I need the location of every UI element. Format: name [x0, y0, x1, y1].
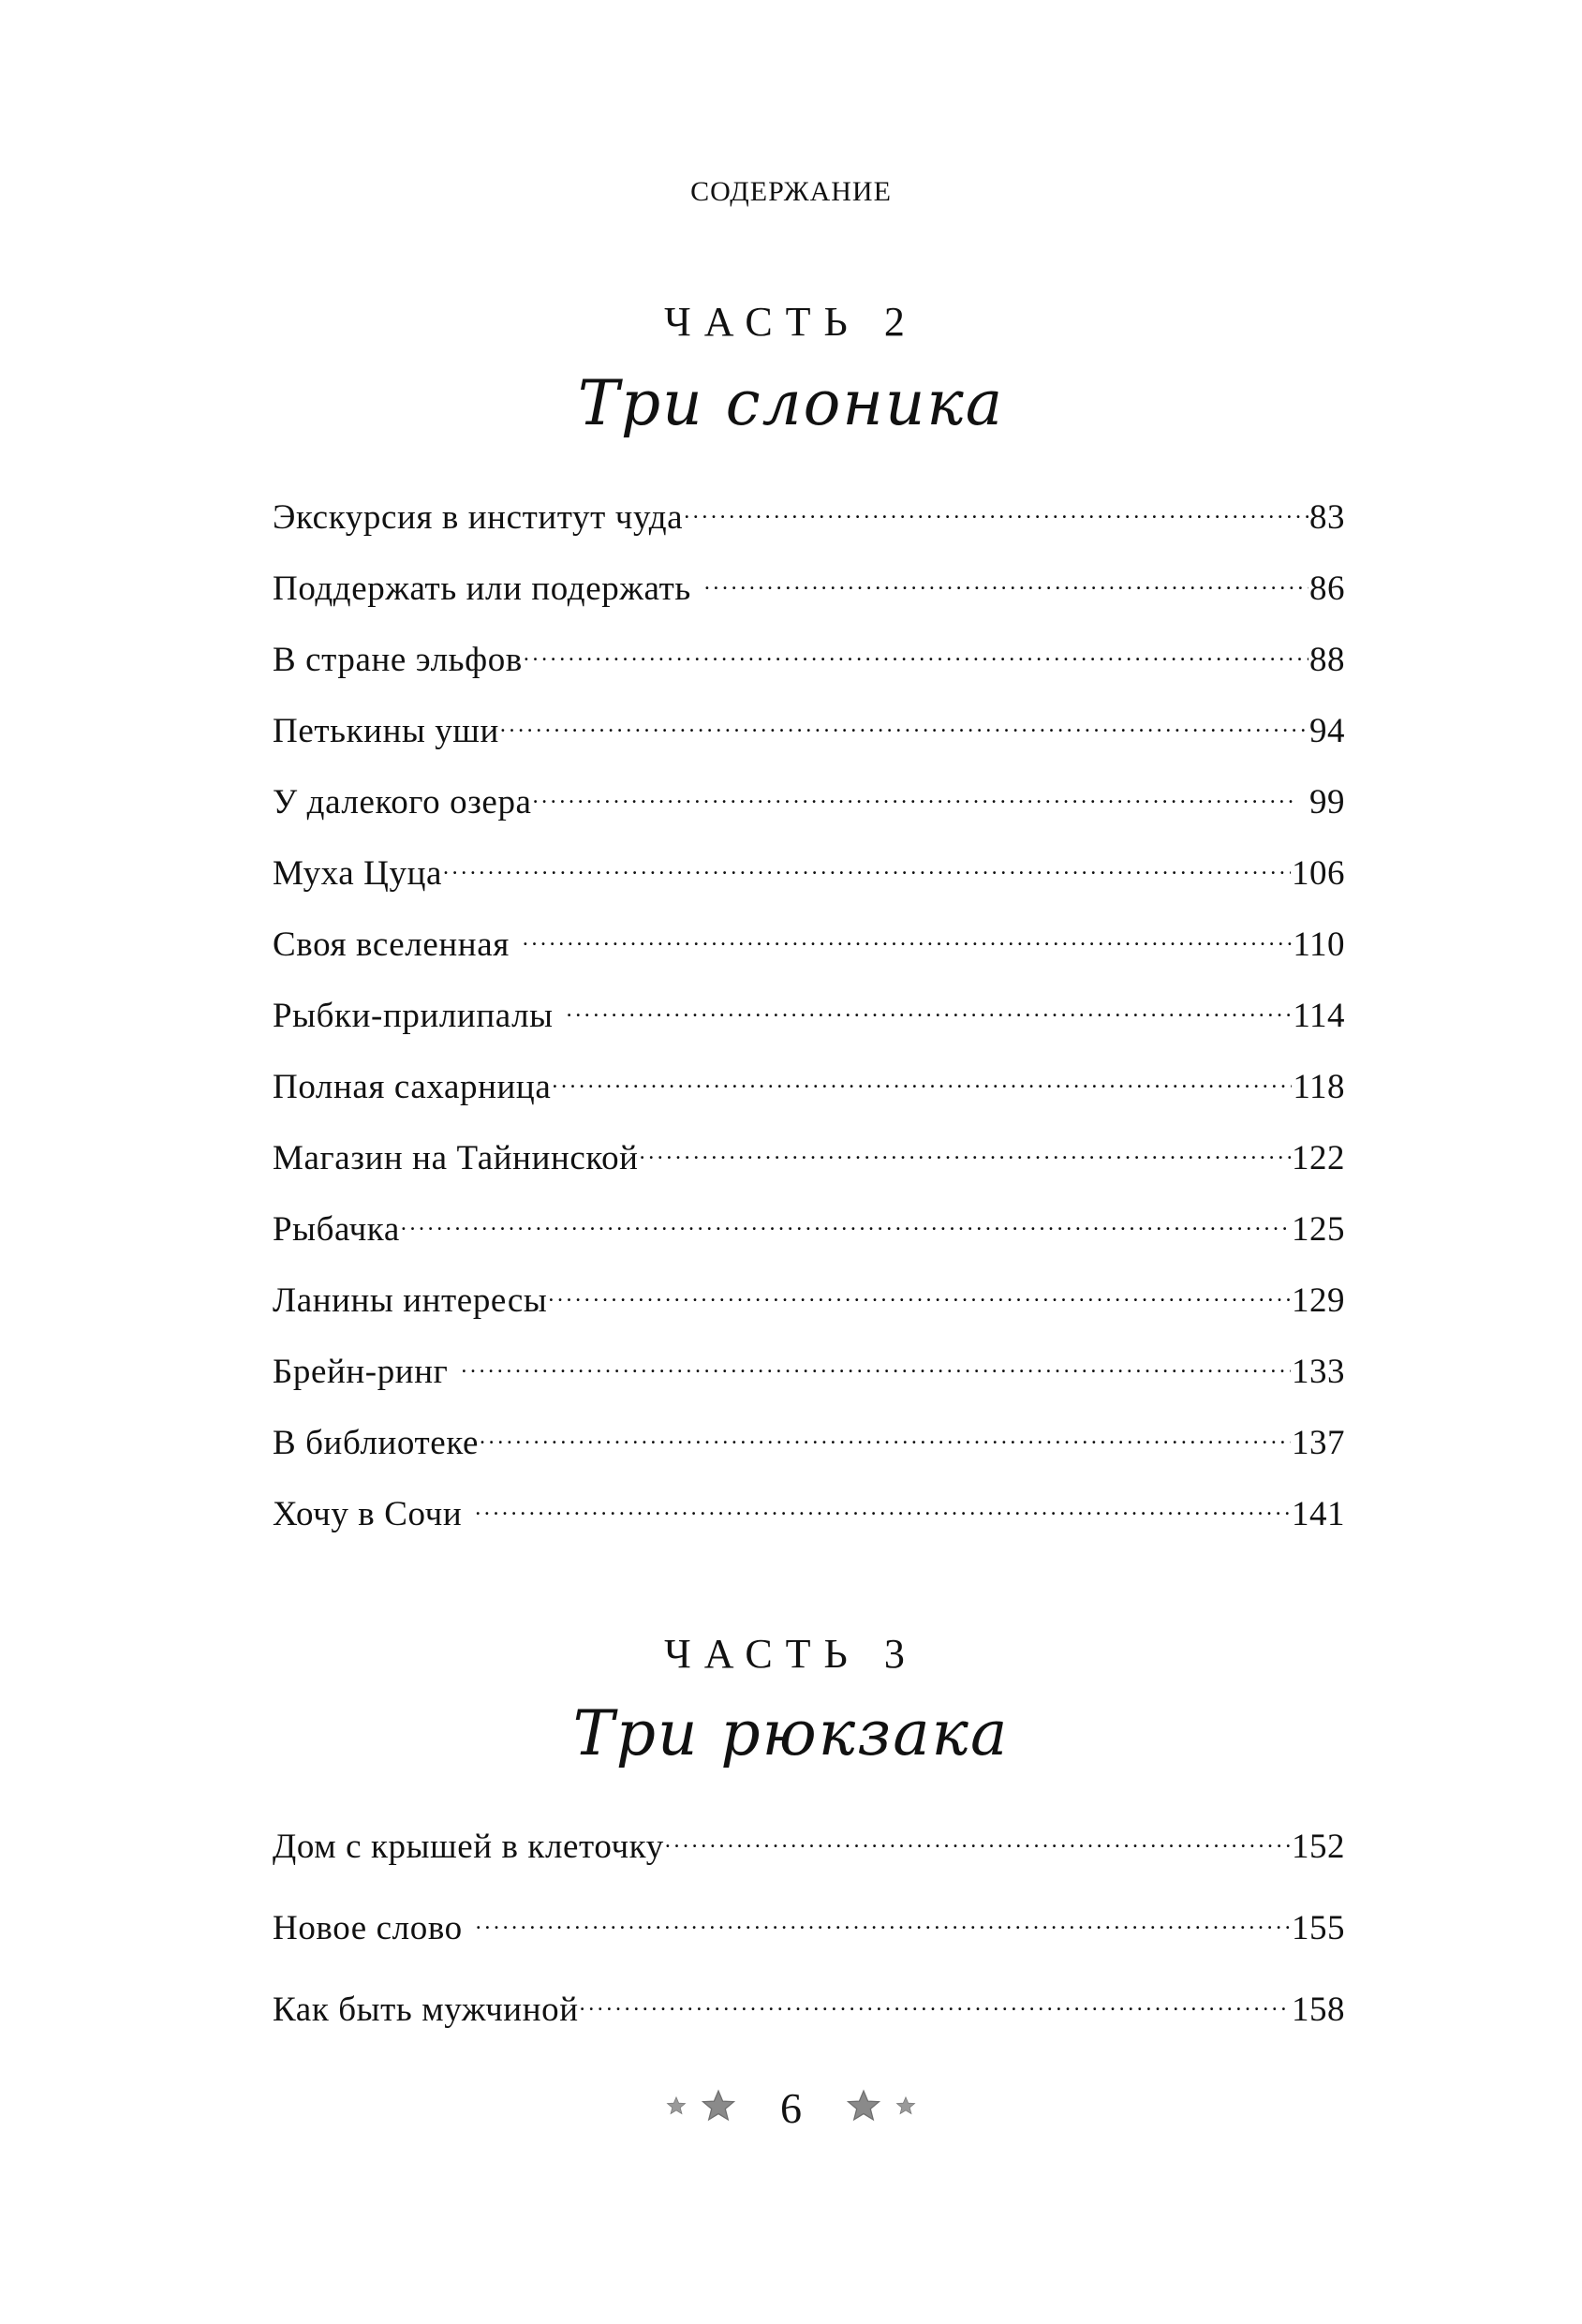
- toc-entry[interactable]: [273, 555, 1345, 608]
- star-icon: [666, 2095, 687, 2121]
- toc-entry[interactable]: [273, 1813, 1345, 1866]
- toc-entry-title: Рыбачка: [273, 1210, 400, 1249]
- dot-leader: [523, 910, 1293, 955]
- toc-entry-page: 88: [1309, 641, 1345, 679]
- toc-entry-page: 99: [1309, 783, 1345, 822]
- toc-entry-title: Рыбки-прилипалы: [273, 997, 554, 1035]
- dot-leader: [704, 555, 1308, 600]
- toc-entry-page: 133: [1292, 1353, 1345, 1391]
- part-2-title-text: Три слоника: [577, 367, 1005, 439]
- toc-entry-title: Экскурсия в институт чуда: [273, 498, 684, 537]
- star-icon: [895, 2095, 916, 2121]
- dot-leader: [461, 1338, 1291, 1383]
- dot-leader: [480, 1409, 1291, 1454]
- toc-entry[interactable]: [273, 1053, 1345, 1106]
- page-number: 6: [780, 2083, 802, 2132]
- dot-leader: [548, 1266, 1291, 1311]
- part-3-title-text: Три рюкзака: [572, 1697, 1010, 1769]
- toc-entry-page: 122: [1292, 1139, 1345, 1177]
- toc-entry[interactable]: [273, 1124, 1345, 1177]
- toc-entry[interactable]: [273, 839, 1345, 893]
- part-2-label: ЧАСТЬ 2: [664, 299, 918, 345]
- toc-entry-title: Поддержать или подержать: [273, 570, 691, 608]
- toc-entry[interactable]: [273, 1266, 1345, 1320]
- toc-entry-title: Новое слово: [273, 1909, 463, 1947]
- part-3-label: ЧАСТЬ 3: [664, 1631, 918, 1677]
- toc-entry-title: Ланины интересы: [273, 1281, 548, 1320]
- toc-entry-page: 106: [1292, 854, 1345, 893]
- dot-leader: [443, 839, 1291, 884]
- toc-entry-title: В библиотеке: [273, 1424, 480, 1462]
- dot-leader: [567, 982, 1293, 1027]
- toc-entry-title: В стране эльфов: [273, 641, 523, 679]
- toc-entry-title: Петькины уши: [273, 712, 499, 750]
- toc-entry[interactable]: [273, 626, 1345, 679]
- toc-entry-title: У далекого озера: [273, 783, 532, 822]
- toc-entry[interactable]: [273, 483, 1345, 537]
- toc-entry[interactable]: [273, 1894, 1345, 1947]
- page-footer: [0, 2080, 1582, 2136]
- dot-leader: [665, 1813, 1291, 1858]
- star-icon: [845, 2088, 882, 2128]
- toc-entry-page: 94: [1309, 712, 1345, 750]
- part-3-title: [0, 1697, 1582, 1769]
- toc-entry[interactable]: [273, 910, 1345, 964]
- dot-leader: [475, 1480, 1291, 1525]
- toc-entry-page: 114: [1293, 997, 1345, 1035]
- toc-entry-page: 118: [1293, 1068, 1345, 1106]
- dot-leader: [552, 1053, 1292, 1098]
- toc-entry[interactable]: [273, 768, 1345, 822]
- dot-leader: [640, 1124, 1291, 1169]
- toc-entry-page: 83: [1309, 498, 1345, 537]
- dot-leader: [533, 768, 1298, 813]
- toc-entry-page: 110: [1293, 925, 1345, 964]
- toc-entry-title: Магазин на Тайнинской: [273, 1139, 639, 1177]
- part-2-title: [0, 367, 1582, 439]
- toc-entry-title: Брейн-ринг: [273, 1353, 449, 1391]
- toc-entry-page: 141: [1292, 1495, 1345, 1533]
- toc-entry-title: Муха Цуца: [273, 854, 443, 893]
- toc-entry[interactable]: [273, 982, 1345, 1035]
- dot-leader: [580, 1976, 1291, 2021]
- toc-entry-page: 137: [1292, 1424, 1345, 1462]
- toc-entry-title: Дом с крышей в клеточку: [273, 1828, 664, 1866]
- toc-entry-title: Полная сахарница: [273, 1068, 552, 1106]
- toc-entry[interactable]: [273, 1976, 1345, 2029]
- toc-entry[interactable]: [273, 1195, 1345, 1249]
- dot-leader: [476, 1894, 1291, 1939]
- toc-entry-page: 86: [1309, 570, 1345, 608]
- toc-entry-page: 129: [1292, 1281, 1345, 1320]
- toc-entry-page: 155: [1292, 1909, 1345, 1947]
- toc-entry-title: Своя вселенная: [273, 925, 510, 964]
- toc-entry[interactable]: [273, 1409, 1345, 1462]
- dot-leader: [684, 483, 1308, 528]
- toc-entry[interactable]: [273, 1338, 1345, 1391]
- toc-entry-title: Хочу в Сочи: [273, 1495, 463, 1533]
- running-head: СОДЕРЖАНИЕ: [690, 176, 892, 207]
- toc-entry-page: 152: [1292, 1828, 1345, 1866]
- dot-leader: [500, 697, 1308, 742]
- toc-entry-page: 158: [1292, 1991, 1345, 2029]
- toc-entry-title: Как быть мужчиной: [273, 1991, 579, 2029]
- toc-entry-page: 125: [1292, 1210, 1345, 1249]
- star-icon: [700, 2088, 737, 2128]
- toc-entry[interactable]: [273, 1480, 1345, 1533]
- dot-leader: [401, 1195, 1291, 1240]
- toc-entry[interactable]: [273, 697, 1345, 750]
- dot-leader: [524, 626, 1308, 671]
